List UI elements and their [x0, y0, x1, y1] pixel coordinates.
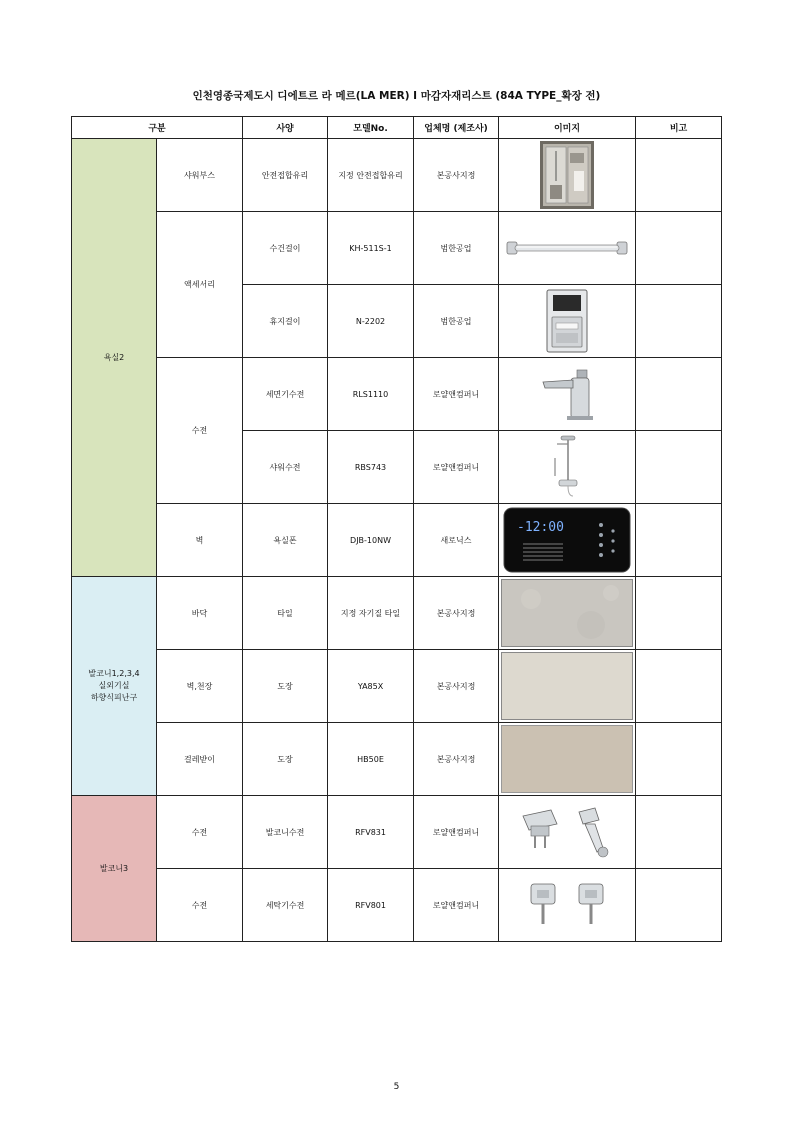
- subcategory-cell: 벽,천장: [157, 650, 243, 723]
- subcategory-cell: 액세서리: [157, 212, 243, 358]
- table-row: [72, 139, 722, 212]
- floor-tile-swatch: [501, 579, 633, 647]
- header-spec: 사양: [243, 117, 328, 139]
- image-cell: [499, 139, 636, 212]
- spec-cell: 샤워수전: [243, 431, 328, 504]
- model-cell: DJB-10NW: [328, 504, 414, 577]
- header-row: [72, 117, 722, 139]
- image-cell: [499, 285, 636, 358]
- table-row: [72, 358, 722, 431]
- image-cell: [499, 723, 636, 796]
- paint-swatch-ya85x: [501, 652, 633, 720]
- basin-faucet-photo: [537, 366, 597, 422]
- maker-cell: 본공사지정: [414, 723, 499, 796]
- group-balcony-line: 발코니1,2,3,4: [88, 669, 140, 678]
- model-cell: KH-511S-1: [328, 212, 414, 285]
- model-cell: RBS743: [328, 431, 414, 504]
- note-cell: [636, 285, 722, 358]
- note-cell: [636, 504, 722, 577]
- note-cell: [636, 577, 722, 650]
- model-cell: 지정 자기질 타일: [328, 577, 414, 650]
- spec-cell: 휴지걸이: [243, 285, 328, 358]
- model-cell: RLS1110: [328, 358, 414, 431]
- subcategory-cell: 수전: [157, 358, 243, 504]
- spec-cell: 도장: [243, 650, 328, 723]
- model-cell: YA85X: [328, 650, 414, 723]
- table-row: [72, 650, 722, 723]
- image-cell: [499, 869, 636, 942]
- table-row: [72, 869, 722, 942]
- maker-cell: 본공사지정: [414, 577, 499, 650]
- group-balcony-line: 하향식피난구: [90, 693, 138, 702]
- bathroom-phone-photo: [503, 507, 631, 573]
- towel-bar-photo: [505, 236, 629, 260]
- maker-cell: 로얄앤컴퍼니: [414, 431, 499, 504]
- subcategory-cell: 걸레받이: [157, 723, 243, 796]
- image-cell: [499, 796, 636, 869]
- spec-cell: 타일: [243, 577, 328, 650]
- shower-faucet-photo: [547, 434, 587, 500]
- image-cell: [499, 650, 636, 723]
- table-row: [72, 504, 722, 577]
- maker-cell: 범한공업: [414, 212, 499, 285]
- document-title: 인천영종국제도시 디에트르 라 메르(LA MER) I 마감자재리스트 (84A TYPE_확장 전): [192, 90, 601, 102]
- phone-display-text: -12:00: [517, 520, 564, 535]
- note-cell: [636, 869, 722, 942]
- maker-cell: 로얄앤컴퍼니: [414, 796, 499, 869]
- washer-faucet-photo: [517, 878, 617, 932]
- table-row: [72, 212, 722, 285]
- maker-cell: 로얄앤컴퍼니: [414, 869, 499, 942]
- page-number: 5: [393, 1082, 400, 1092]
- group-bathroom: 욕실2: [72, 139, 157, 577]
- header-image: 이미지: [499, 117, 636, 139]
- subcategory-cell: 수전: [157, 869, 243, 942]
- subcategory-cell: 바닥: [157, 577, 243, 650]
- tissue-holder-photo: [546, 289, 588, 353]
- spec-cell: 세면기수전: [243, 358, 328, 431]
- spec-cell: 욕실폰: [243, 504, 328, 577]
- spec-cell: 발코니수전: [243, 796, 328, 869]
- model-cell: RFV801: [328, 869, 414, 942]
- shower-booth-photo: [540, 141, 594, 209]
- image-cell: [499, 431, 636, 504]
- note-cell: [636, 796, 722, 869]
- model-cell: 지정 안전접합유리: [328, 139, 414, 212]
- group-balcony: [72, 577, 157, 796]
- spec-cell: 세탁기수전: [243, 869, 328, 942]
- image-cell: [499, 577, 636, 650]
- spec-cell: 도장: [243, 723, 328, 796]
- maker-cell: 범한공업: [414, 285, 499, 358]
- group-balcony3: 발코니3: [72, 796, 157, 942]
- note-cell: [636, 139, 722, 212]
- paint-swatch-hb50e: [501, 725, 633, 793]
- maker-cell: 새로닉스: [414, 504, 499, 577]
- model-cell: N-2202: [328, 285, 414, 358]
- note-cell: [636, 212, 722, 285]
- note-cell: [636, 431, 722, 504]
- subcategory-cell: 샤워부스: [157, 139, 243, 212]
- balcony-faucet-photo: [517, 802, 617, 862]
- maker-cell: 로얄앤컴퍼니: [414, 358, 499, 431]
- spec-cell: 수건걸이: [243, 212, 328, 285]
- subcategory-cell: 수전: [157, 796, 243, 869]
- table-row: [72, 796, 722, 869]
- material-list-table: [71, 116, 722, 942]
- spec-cell: 안전접합유리: [243, 139, 328, 212]
- maker-cell: 본공사지정: [414, 650, 499, 723]
- subcategory-cell: 벽: [157, 504, 243, 577]
- model-cell: RFV831: [328, 796, 414, 869]
- table-row: [72, 577, 722, 650]
- header-maker: 업체명 (제조사): [414, 117, 499, 139]
- group-balcony-line: 실외기실: [98, 681, 130, 690]
- header-model: 모델No.: [328, 117, 414, 139]
- note-cell: [636, 650, 722, 723]
- note-cell: [636, 358, 722, 431]
- header-note: 비고: [636, 117, 722, 139]
- image-cell: [499, 358, 636, 431]
- header-category: 구분: [72, 117, 243, 139]
- note-cell: [636, 723, 722, 796]
- image-cell: [499, 504, 636, 577]
- table-row: [72, 723, 722, 796]
- model-cell: HB50E: [328, 723, 414, 796]
- image-cell: [499, 212, 636, 285]
- maker-cell: 본공사지정: [414, 139, 499, 212]
